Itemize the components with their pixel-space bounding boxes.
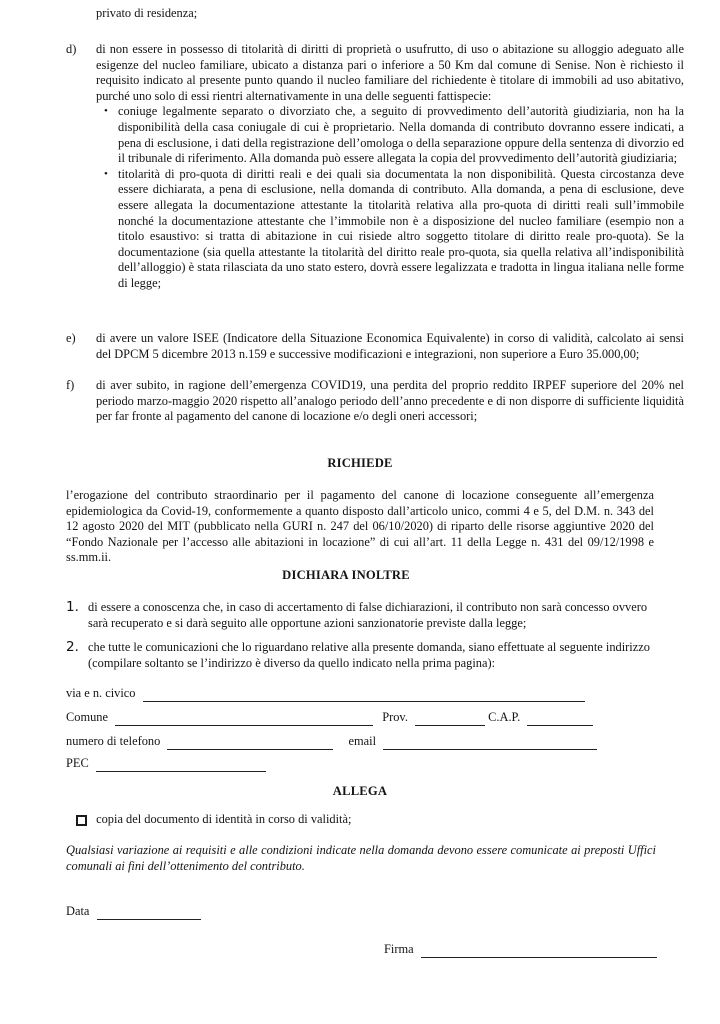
- item-d-bullet-2-text: titolarità di pro-quota di diritti reali e dei quali sia documentata la non disponibilità. Questa circostanza deve essere dichiarata, a pena di esclusione, nella domanda di contributo. Alla domanda, a pena di esclusione, deve essere allegata la documentazione attestante la titolarità relativa alla pro-quota di diritti reali sull’immobile nonché la documentazione attestante che l’immobile non è a disposizione del nucleo familiare (esempio non a titolo esaustivo: si tratta di abitazione in cui risiede altro soggetto titolare di diritto reale pro-quota). Se la documentazione (sia quella attestante la titolarità del diritto reale pro-quota, sia quella relativa all’indisponibilità dell’alloggio) è stata rilasciata da uno stato estero, dovrà essere legalizzata e tradotta in lingua italiana nelle forme di legge;: [118, 166, 684, 290]
- identity-document-checkbox[interactable]: [76, 815, 87, 826]
- allega-heading: ALLEGA: [332, 784, 388, 798]
- street-input-line[interactable]: [143, 689, 585, 702]
- contact-field-row: [66, 734, 597, 750]
- prov-input-line[interactable]: [415, 713, 485, 726]
- item-f-text: di aver subito, in ragione dell’emergenza COVID19, una perdita del proprio reddito IRPEF superiore del 20% nel periodo marzo-maggio 2020 rispetto all’analogo periodo dell’anno precedente e di non disporre di sufficiente liquidità per far fronte al pagamento del canone di locazione e/o degli oneri accessori;: [96, 378, 684, 424]
- date-field-row: [66, 904, 201, 920]
- comune-input-line[interactable]: [115, 713, 373, 726]
- cap-input-line[interactable]: [527, 713, 593, 726]
- richiede-text: l’erogazione del contributo straordinario per il pagamento del canone di locazione conseguente all’emergenza epidemiologica da Covid-19, conformemente a quanto disposto dall’articolo unico, commi 4 e 5, del D.M. n. 343 del 12 agosto 2020 del MIT (pubblicato nella GURI n. 247 del 06/10/2020) di riparto delle risorse aggiuntive 2020 del “Fondo Nazionale per l’accesso alle abitazioni in locazione” di cui all’art. 11 della Legge n. 431 del 09/12/1998 e ss.mm.ii.: [66, 488, 654, 565]
- item-e-letter: e): [66, 331, 76, 345]
- variation-note: Qualsiasi variazione ai requisiti e alle condizioni indicate nella domanda devono essere comunicate ai preposti Uffici comunali ai fini dell’ottenimento del contributo.: [66, 843, 656, 873]
- phone-input-line[interactable]: [167, 737, 333, 750]
- firma-label: Firma: [384, 942, 414, 956]
- pec-input-line[interactable]: [96, 759, 266, 772]
- email-label: email: [348, 734, 377, 748]
- item-d-bullet-list: [96, 104, 684, 291]
- item-d-bullet-1: [96, 104, 684, 166]
- declaration-text-1: di essere a conoscenza che, in caso di accertamento di false dichiarazioni, il contributo non sarà concesso ovvero sarà recuperato e si darà seguito alle opportune azioni sanzionatorie previste dalla legge;: [88, 600, 648, 630]
- item-d-bullet-1-text: coniuge legalmente separato o divorziato che, a seguito di provvedimento dell’autorità giudiziaria, non ha la disponibilità della casa coniugale di cui è proprietario. Nella domanda di contributo dovranno essere indicati, a pena di esclusione, i dati della registrazione dell’omologa o della separazione oppure della sentenza di divorzio ed il tribunale di riferimento. Alla domanda può essere allegata la copia del provvedimento dell’autorità giudiziaria;: [118, 104, 684, 166]
- item-e-text: di avere un valore ISEE (Indicatore della Situazione Economica Equivalente) in corso di validità, calcolato ai sensi del DPCM 5 dicembre 2013 n.159 e successive modificazioni e integrazioni, non superiore a Euro 35.000,00;: [96, 331, 684, 361]
- declaration-number-2: 2.: [66, 639, 79, 655]
- street-field-row: [66, 686, 585, 702]
- identity-document-label: copia del documento di identità in corso di validità;: [96, 812, 352, 826]
- comune-label: Comune: [66, 710, 108, 724]
- email-input-line[interactable]: [383, 737, 597, 750]
- item-d-text: di non essere in possesso di titolarità di diritti di proprietà o usufrutto, di uso o abitazione su alloggio adeguato alle esigenze del nucleo familiare, ubicato a distanza pari o inferiore a 50 Km dal comune di Senise. Non è richiesto il requisito indicato al presente punto quando il nucleo familiare del richiedente è titolare di immobili ad uso abitativo, purché uno solo di essi rientri alternativamente in una delle seguenti fattispecie:: [96, 42, 684, 103]
- item-d-letter: d): [66, 42, 77, 56]
- declaration-text-2: che tutte le comunicazioni che lo riguardano relative alla presente domanda, siano effettuate al seguente indirizzo (compilare soltanto se l’indirizzo è diverso da quello indicato nella prima pagina):: [88, 640, 650, 670]
- bullet-dot-icon: •: [104, 105, 108, 118]
- cap-label: C.A.P.: [488, 710, 521, 724]
- item-d-body: [96, 42, 684, 292]
- richiede-heading: RICHIEDE: [327, 456, 393, 470]
- bullet-dot-icon: •: [104, 167, 108, 180]
- street-label: via e n. civico: [66, 686, 136, 700]
- item-d-bullet-2: [96, 167, 684, 292]
- pec-label: PEC: [66, 756, 89, 770]
- identity-document-checkbox-row: [76, 812, 351, 828]
- firma-input-line[interactable]: [421, 945, 657, 958]
- phone-label: numero di telefono: [66, 734, 161, 748]
- dichiara-heading: DICHIARA INOLTRE: [282, 568, 410, 582]
- top-continuation-text: privato di residenza;: [96, 6, 198, 20]
- declaration-number-1: 1.: [66, 599, 79, 615]
- date-label: Data: [66, 904, 90, 918]
- date-input-line[interactable]: [97, 907, 201, 920]
- comune-field-row: [66, 710, 593, 726]
- prov-label: Prov.: [382, 710, 408, 724]
- item-f-letter: f): [66, 378, 75, 392]
- pec-field-row: [66, 756, 266, 772]
- signature-field-row: [384, 942, 657, 958]
